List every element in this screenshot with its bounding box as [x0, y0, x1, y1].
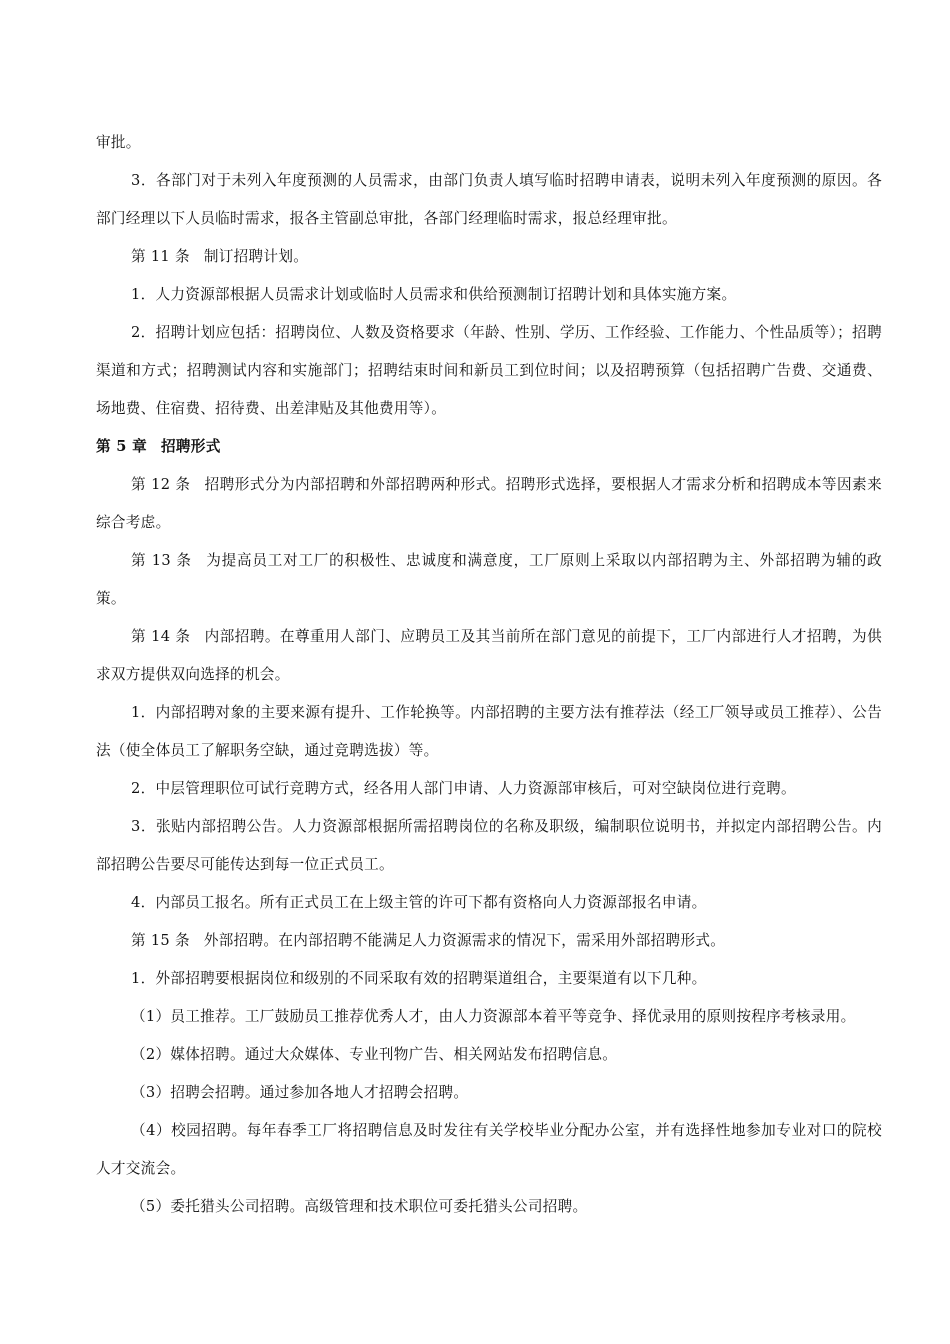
chapter-label: 第 5 章: [96, 438, 148, 455]
article-paragraph: [96, 466, 882, 542]
paragraph: 审批。: [96, 134, 141, 151]
paragraph: 1．人力资源部根据人员需求计划或临时人员需求和供给预测制订招聘计划和具体实施方案。: [131, 286, 737, 303]
article-label: 第 13 条: [131, 552, 192, 569]
paragraph: （4）校园招聘。每年春季工厂将招聘信息及时发往有关学校毕业分配办公室，并有选择性地参加专业对口的院校人才交流会。: [96, 1122, 882, 1177]
article-label: 第 11 条: [131, 248, 190, 265]
paragraph: 3．张贴内部招聘公告。人力资源部根据所需招聘岗位的名称及职级，编制职位说明书，并拟定内部招聘公告。内部招聘公告要尽可能传达到每一位正式员工。: [96, 818, 882, 873]
article-text: 外部招聘。在内部招聘不能满足人力资源需求的情况下，需采用外部招聘形式。: [203, 932, 726, 949]
article-paragraph: [96, 618, 882, 694]
paragraph: 1．内部招聘对象的主要来源有提升、工作轮换等。内部招聘的主要方法有推荐法（经工厂领导或员工推荐）、公告法（使全体员工了解职务空缺，通过竞聘选拔）等。: [96, 704, 882, 759]
article-paragraph: [96, 542, 882, 618]
article-text: 制订招聘计划。: [203, 248, 309, 265]
paragraph: 3．各部门对于未列入年度预测的人员需求，由部门负责人填写临时招聘申请表，说明未列入年度预测的原因。各部门经理以下人员临时需求，报各主管副总审批，各部门经理临时需求，报总经理审批。: [96, 172, 882, 227]
article-label: 第 15 条: [131, 932, 190, 949]
article-label: 第 12 条: [131, 476, 191, 493]
paragraph: 2．招聘计划应包括：招聘岗位、人数及资格要求（年龄、性别、学历、工作经验、工作能力、个性品质等）；招聘渠道和方式；招聘测试内容和实施部门；招聘结束时间和新员工到位时间；以及招聘预算（包括招聘广告费、交通费、场地费、住宿费、招待费、出差津贴及其他费用等）。: [96, 324, 882, 417]
article-text: 为提高员工对工厂的积极性、忠诚度和满意度，工厂原则上采取以内部招聘为主、外部招聘为辅的政策。: [96, 552, 882, 607]
article-text: 招聘形式分为内部招聘和外部招聘两种形式。招聘形式选择，要根据人才需求分析和招聘成本等因素来综合考虑。: [96, 476, 882, 531]
article-text: 内部招聘。在尊重用人部门、应聘员工及其当前所在部门意见的前提下，工厂内部进行人才招聘，为供求双方提供双向选择的机会。: [96, 628, 882, 683]
chapter-title: 招聘形式: [161, 438, 221, 455]
article-label: 第 14 条: [131, 628, 191, 645]
paragraph: （2）媒体招聘。通过大众媒体、专业刊物广告、相关网站发布招聘信息。: [131, 1046, 618, 1063]
chapter-heading: [96, 428, 882, 466]
paragraph: 1．外部招聘要根据岗位和级别的不同采取有效的招聘渠道组合，主要渠道有以下几种。: [131, 970, 707, 987]
paragraph: 4．内部员工报名。所有正式员工在上级主管的许可下都有资格向人力资源部报名申请。: [131, 894, 707, 911]
paragraph: 2．中层管理职位可试行竞聘方式，经各用人部门申请、人力资源部审核后，可对空缺岗位进行竞聘。: [131, 780, 796, 797]
article-paragraph: [96, 238, 882, 276]
paragraph: （1）员工推荐。工厂鼓励员工推荐优秀人才，由人力资源部本着平等竞争、择优录用的原则按程序考核录用。: [131, 1008, 856, 1025]
paragraph: （3）招聘会招聘。通过参加各地人才招聘会招聘。: [131, 1084, 469, 1101]
article-paragraph: [96, 922, 882, 960]
paragraph: （5）委托猎头公司招聘。高级管理和技术职位可委托猎头公司招聘。: [131, 1198, 588, 1215]
